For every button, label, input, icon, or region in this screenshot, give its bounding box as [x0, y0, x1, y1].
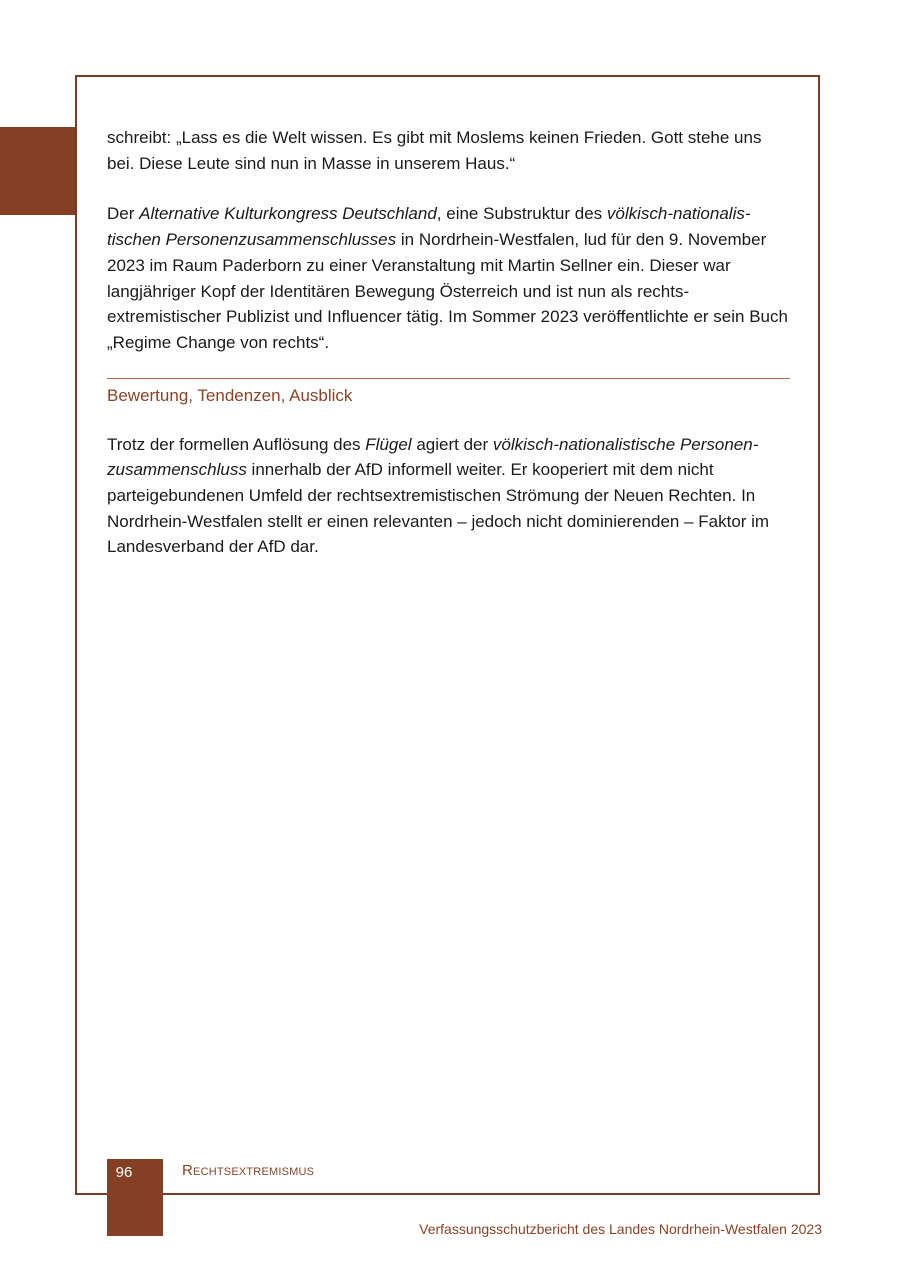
italic-term: Alternative Kulturkongress Deutschland — [139, 204, 437, 224]
text-run: Trotz der formellen Auflösung des — [107, 434, 366, 454]
paragraph-quote: schreibt: „Lass es die Welt wissen. Es gibt mit Moslems keinen Frieden. Gott stehe uns bei. Diese Leute sind nun in Masse in unserem Haus.“ — [107, 128, 762, 173]
italic-term: völkisch-nationalistische Personenzusammenschluss — [107, 434, 759, 480]
text-run: Der — [107, 204, 140, 224]
italic-term: Flügel — [365, 434, 412, 454]
section-divider — [107, 378, 790, 379]
publication-title: Verfassungsschutzbericht des Landes Nordrhein-Westfalen 2023 — [419, 1221, 822, 1237]
page-number: 96 — [115, 1164, 133, 1181]
text-run: innerhalb der AfD informell weiter. Er kooperiert mit dem nicht parteigebundenen Umfeld der rechtsextremistischen Strömung der Neuen Rechten. In Nordrhein-Westfalen stellt er einen relevanten – jedoch nicht dominierenden – Faktor im Landesverband der AfD dar. — [107, 460, 770, 557]
italic-term: völkisch-nationalistischen Personenzusammenschlusses — [107, 204, 751, 250]
text-run: in Nordrhein-Westfalen, lud für den 9. November 2023 im Raum Paderborn zu einer Veranstaltung mit Martin Sellner ein. Dieser war langjähriger Kopf der Identitären Bewegung Österreich und ist nun als rechtsextremistischer Publizist und Influencer tätig. Im Sommer 2023 veröffentlichte er sein Buch „Regime Change von rechts“. — [107, 230, 788, 352]
text-run: agiert der — [411, 434, 493, 454]
side-tab-marker — [0, 127, 76, 215]
page-content — [107, 125, 792, 560]
section-label: Rechtsextremismus — [182, 1162, 315, 1179]
section-heading: Bewertung, Tendenzen, Ausblick — [107, 385, 353, 405]
paragraph-assessment — [107, 432, 792, 561]
text-run: , eine Substruktur des — [436, 204, 607, 224]
page-number-box — [107, 1159, 163, 1236]
paragraph-kulturkongress — [107, 201, 792, 355]
